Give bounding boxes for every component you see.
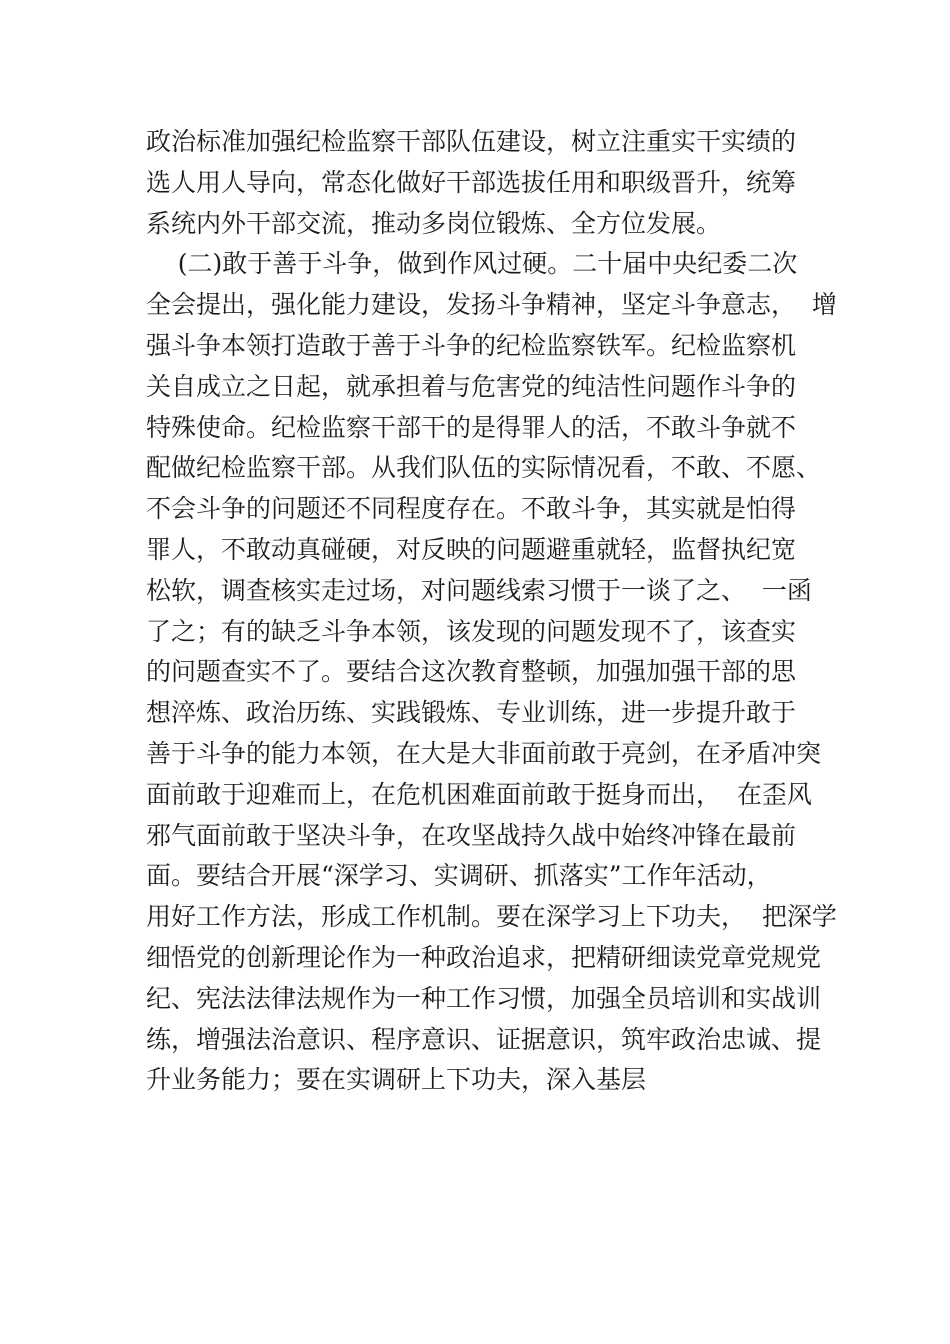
text-line: 纪、宪法法律法规作为一种工作习惯，加强全员培训和实战训 bbox=[146, 983, 822, 1013]
text-line: 配做纪检监察干部。从我们队伍的实际情况看，不敢、不愿、 bbox=[146, 453, 822, 483]
text-line: 的问题查实不了。要结合这次教育整顿，加强加强干部的思 bbox=[146, 657, 797, 687]
text-line: 了之；有的缺乏斗争本领，该发现的问题发现不了，该查实 bbox=[146, 616, 797, 646]
text-line: 强斗争本领打造敢于善于斗争的纪检监察铁军。纪检监察机 bbox=[146, 330, 797, 360]
text-line: 升业务能力；要在实调研上下功夫，深入基层 bbox=[146, 1065, 647, 1095]
text-line: 细悟党的创新理论作为一种政治追求，把精研细读党章党规党 bbox=[146, 942, 822, 972]
text-line: 善于斗争的能力本领，在大是大非面前敢于亮剑，在矛盾冲突 bbox=[146, 738, 822, 768]
text-line: 特殊使命。纪检监察干部干的是得罪人的活，不敢斗争就不 bbox=[146, 412, 797, 442]
text-line: 面。要结合开展“深学习、实调研、抓落实”工作年活动， bbox=[146, 861, 772, 891]
text-line: 政治标准加强纪检监察干部队伍建设，树立注重实干实绩的 bbox=[146, 127, 797, 156]
text-line: 罪人，不敢动真碰硬，对反映的问题避重就轻，监督执纪宽 bbox=[146, 534, 797, 564]
text-line: 邪气面前敢于坚决斗争，在攻坚战持久战中始终冲锋在最前 bbox=[146, 820, 797, 850]
text-line: 关自成立之日起，就承担着与危害党的纯洁性问题作斗争的 bbox=[146, 371, 797, 401]
text-line: 练，增强法治意识、程序意识、证据意识，筑牢政治忠诚、提 bbox=[146, 1024, 822, 1054]
text-line: 用好工作方法，形成工作机制。要在深学习上下功夫， 把深学 bbox=[146, 902, 837, 932]
text-line: 想淬炼、政治历练、实践锻炼、专业训练，进一步提升敢于 bbox=[146, 698, 797, 728]
body-text bbox=[146, 122, 837, 1101]
text-line: 全会提出，强化能力建设，发扬斗争精神，坚定斗争意志， 增 bbox=[146, 290, 837, 320]
text-line: 系统内外干部交流，推动多岗位锻炼、全方位发展。 bbox=[146, 208, 722, 238]
text-line: 不会斗争的问题还不同程度存在。不敢斗争，其实就是怕得 bbox=[146, 494, 797, 524]
text-line: 面前敢于迎难而上，在危机困难面前敢于挺身而出， 在歪风 bbox=[146, 779, 812, 809]
text-line: 选人用人导向，常态化做好干部选拔任用和职级晋升，统筹 bbox=[146, 167, 797, 197]
text-line: (二)敢于善于斗争，做到作风过硬。二十届中央纪委二次 bbox=[146, 249, 798, 279]
text-line: 松软，调查核实走过场，对问题线索习惯于一谈了之、 一函 bbox=[146, 575, 812, 605]
